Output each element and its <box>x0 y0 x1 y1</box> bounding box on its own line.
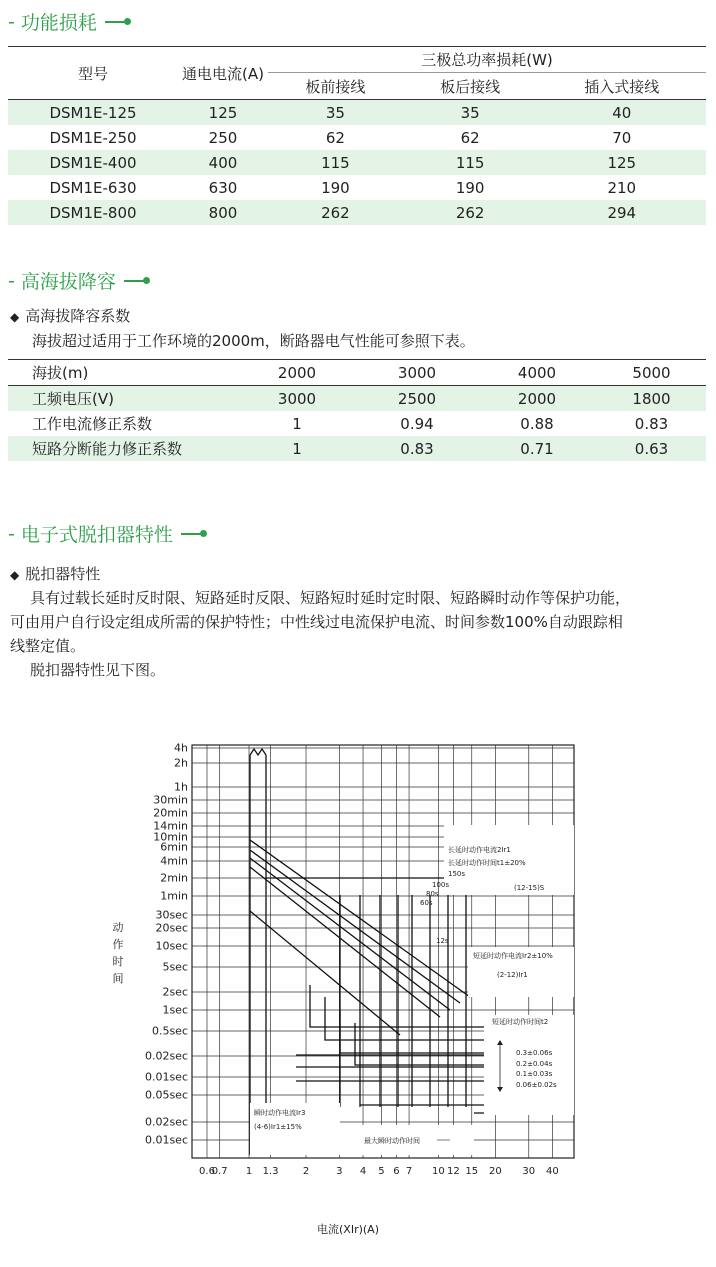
col-header-front: 板前接线 <box>268 73 403 100</box>
x-tick-label: 12 <box>447 1166 460 1177</box>
x-tick-label: 20 <box>489 1166 502 1177</box>
altitude-bullet: ◆ 高海拔降容系数 <box>10 305 130 326</box>
y-tick-label: 30min <box>153 793 188 807</box>
x-tick-label: 0.7 <box>211 1166 228 1177</box>
trip-line4: 脱扣器特性见下图。 <box>30 661 166 679</box>
y-tick-label: 10min <box>153 830 188 844</box>
y-tick-label: 10sec <box>155 939 188 953</box>
y-tick-label: 4h <box>174 741 188 755</box>
y-tick-label: 4min <box>160 854 188 868</box>
trip-line3: 线整定值。 <box>10 637 86 655</box>
table-row: 工作电流修正系数 1 0.94 0.88 0.83 <box>32 414 669 433</box>
curve-top-mark <box>250 749 266 755</box>
y-tick-label: 2sec <box>162 985 188 999</box>
x-tick-label: 30 <box>522 1166 536 1177</box>
y-tick-label: 1sec <box>162 1003 188 1017</box>
ann-inst-2: (4-6)Ir1±15% <box>254 1123 302 1131</box>
x-tick-labels <box>199 1166 559 1177</box>
ann-short-2: (2-12)Ir1 <box>497 971 528 979</box>
y-tick-label: 5sec <box>162 960 188 974</box>
ann-range1: (12-15)S <box>514 884 545 892</box>
col-header-group: 三极总功率损耗(W) <box>268 47 706 73</box>
table-row: DSM1E-250 250 62 62 70 <box>49 128 632 147</box>
x-tick-label: 3 <box>336 1166 343 1177</box>
y-tick-label: 6min <box>160 840 188 854</box>
y-axis-label-3: 时 <box>112 955 124 968</box>
y-tick-label: 2h <box>174 756 188 770</box>
trip-line2: 可由用户自行设定组成所需的保护特性；中性线过电流保护电流、时间参数100%自动跟踪相 <box>10 613 623 631</box>
col-header-current: 通电电流(A) <box>178 47 268 100</box>
table-row: DSM1E-800 800 262 262 294 <box>8 200 706 225</box>
x-tick-label: 2 <box>302 1166 310 1177</box>
trip-curve-chart <box>0 735 716 1245</box>
x-tick-label: 5 <box>378 1166 385 1177</box>
table-row: DSM1E-400 400 115 115 125 <box>8 150 706 175</box>
x-tick-label: 6 <box>393 1166 400 1177</box>
x-tick-label: 1.3 <box>262 1166 279 1177</box>
col-header-model: 型号 <box>8 47 178 100</box>
y-tick-label: 0.01sec <box>144 1070 188 1084</box>
altitude-desc: 海拔超过适用于工作环境的2000m，断路器电气性能可参照下表。 <box>32 332 475 350</box>
ann-long-1: 长延时动作电流2Ir1 <box>448 846 511 854</box>
ann-long-2: 长延时动作时间t1±20% <box>448 859 526 867</box>
x-tick-label: 1 <box>245 1166 253 1177</box>
title-ornament <box>181 533 203 535</box>
ann-short-time: 短延时动作时间t2 <box>492 1018 549 1026</box>
col-header-back: 板后接线 <box>403 73 538 100</box>
ann-long-3: 150s <box>448 870 466 878</box>
table-row: 短路分断能力修正系数 1 0.83 0.71 0.63 <box>8 436 706 461</box>
table-row: 工频电压(V) 3000 2500 2000 1800 <box>8 386 706 412</box>
long-delay-curve <box>250 858 450 1010</box>
power-loss-table <box>8 46 706 225</box>
x-tick-label: 4 <box>359 1166 367 1177</box>
y-tick-label: 1min <box>160 889 188 903</box>
y-tick-label: 20sec <box>155 921 188 935</box>
y-tick-label: 30sec <box>155 908 188 922</box>
section-title-altitude: - 高海拔降容 <box>8 267 146 294</box>
ann-60s: 60s <box>420 899 433 907</box>
y-tick-label: 0.02sec <box>144 1049 188 1063</box>
table-row: 海拔(m) 2000 3000 4000 5000 <box>8 360 706 386</box>
table-row: DSM1E-630 630 190 190 210 <box>49 178 637 197</box>
y-tick-label: 2min <box>160 871 188 885</box>
section-title-power-loss: - 功能损耗 <box>8 8 127 35</box>
y-tick-label: 0.01sec <box>144 1133 188 1147</box>
y-axis-label-4: 间 <box>112 972 124 985</box>
ann-inst-1: 瞬时动作电流Ir3 <box>254 1109 306 1117</box>
table-row: DSM1E-125 125 35 35 40 <box>8 100 706 126</box>
section-title-trip-unit: - 电子式脱扣器特性 <box>8 520 203 547</box>
y-tick-label: 1h <box>174 780 188 794</box>
title-ornament <box>105 21 127 23</box>
long-delay-curve <box>250 850 460 1003</box>
y-axis-label-1: 动 <box>112 921 124 934</box>
ann-st-1: 0.3±0.06s <box>516 1049 553 1057</box>
x-tick-label: 15 <box>465 1166 479 1177</box>
trip-line1: 具有过载长延时反时限、短路延时反限、短路短时延时定时限、短路瞬时动作等保护功能， <box>30 589 631 607</box>
ann-st-4: 0.06±0.02s <box>516 1081 557 1089</box>
y-axis-label-2: 作 <box>112 938 124 951</box>
ann-100s: 100s <box>432 881 450 889</box>
y-tick-label: 0.02sec <box>144 1115 188 1129</box>
x-tick-label: 40 <box>546 1166 559 1177</box>
ann-12s: 12s <box>436 937 449 945</box>
y-tick-label: 14min <box>153 819 188 833</box>
ann-short-1: 短延时动作电流Ir2±10% <box>473 952 553 960</box>
y-tick-label: 0.5sec <box>151 1024 188 1038</box>
col-header-plugin: 插入式接线 <box>538 73 706 100</box>
trip-bullet: ◆ 脱扣器特性 <box>10 563 100 584</box>
x-tick-label: 0.6 <box>199 1166 215 1177</box>
ann-st-3: 0.1±0.03s <box>516 1070 553 1078</box>
x-axis-label: 电流(XIr)(A) <box>317 1223 379 1236</box>
y-tick-labels <box>145 742 188 1147</box>
altitude-table <box>8 359 706 461</box>
x-tick-label: 7 <box>405 1166 413 1177</box>
y-tick-label: 20min <box>153 806 188 820</box>
x-tick-label: 10 <box>432 1166 445 1177</box>
title-ornament <box>124 280 146 282</box>
y-tick-label: 0.05sec <box>144 1088 188 1102</box>
ann-max: 最大瞬时动作时间 <box>364 1137 420 1145</box>
ann-80s: 80s <box>426 890 439 898</box>
ann-st-2: 0.2±0.04s <box>516 1060 553 1068</box>
